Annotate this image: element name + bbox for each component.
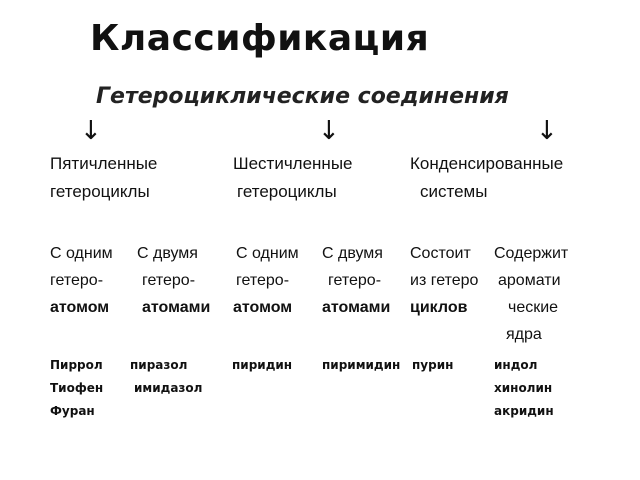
subgroup-line: гетеро- — [236, 272, 290, 289]
arrow-down-icon: ↓ — [536, 116, 558, 146]
examples-six-one — [232, 354, 292, 377]
subgroup-line: С одним — [236, 245, 299, 262]
example-item: индол — [494, 358, 538, 372]
subgroup-line: аромати — [498, 272, 561, 289]
example-item: пиразол — [130, 358, 188, 372]
subgroup-line: Состоит — [410, 245, 471, 262]
subgroup-line: из гетеро — [410, 272, 479, 289]
subgroup-line: гетеро- — [142, 272, 196, 289]
subgroup-line: атомом — [233, 299, 293, 316]
subgroup-line: ядра — [506, 326, 542, 343]
example-item: имидазол — [134, 381, 203, 395]
example-item: пурин — [412, 358, 454, 372]
example-item: Пиррол — [50, 358, 103, 372]
subgroup-line: циклов — [410, 299, 468, 316]
category-line: Шестичленные — [233, 154, 353, 173]
category-line: гетероциклы — [50, 182, 150, 201]
subgroup-one-heteroatom — [233, 240, 299, 321]
subgroup-aromatic-nuclei — [494, 240, 568, 348]
category-line: Конденсированные — [410, 154, 564, 173]
subgroup-line: гетеро- — [50, 272, 104, 289]
subgroup-line: атомом — [50, 299, 110, 316]
subgroup-line: Содержит — [494, 245, 569, 262]
subgroup-one-heteroatom — [50, 240, 113, 321]
example-item: Тиофен — [50, 381, 104, 395]
subgroup-line: С двумя — [322, 245, 383, 262]
subgroup-line: С одним — [50, 245, 113, 262]
category-line: Пятичленные — [50, 154, 158, 173]
category-five-membered — [50, 150, 157, 206]
examples-five-one — [50, 354, 103, 423]
subgroup-line: атомами — [142, 299, 211, 316]
example-item: хинолин — [494, 381, 553, 395]
arrow-down-icon: ↓ — [318, 116, 340, 146]
subgroup-two-heteroatoms — [322, 240, 390, 321]
subgroup-line: С двумя — [137, 245, 198, 262]
examples-condensed-aromatic — [494, 354, 554, 423]
subgroup-two-heteroatoms — [137, 240, 210, 321]
example-item: пиридин — [232, 358, 293, 372]
category-line: гетероциклы — [237, 182, 337, 201]
diagram-root-label: Гетероциклические соединения — [96, 84, 509, 109]
subgroup-line: гетеро- — [328, 272, 382, 289]
category-condensed — [410, 150, 563, 206]
example-item: акридин — [494, 404, 554, 418]
category-six-membered — [233, 150, 353, 206]
subgroup-heterocycle-composite — [410, 240, 478, 321]
category-line: системы — [420, 182, 488, 201]
examples-six-two — [322, 354, 400, 377]
example-item: Фуран — [50, 404, 95, 418]
examples-condensed-heterocycles — [412, 354, 453, 377]
page-title: Классификация — [90, 18, 430, 59]
subgroup-line: ческие — [508, 299, 559, 316]
example-item: пиримидин — [322, 358, 401, 372]
arrow-down-icon: ↓ — [80, 116, 102, 146]
subgroup-line: атомами — [322, 299, 391, 316]
examples-five-two — [130, 354, 202, 400]
